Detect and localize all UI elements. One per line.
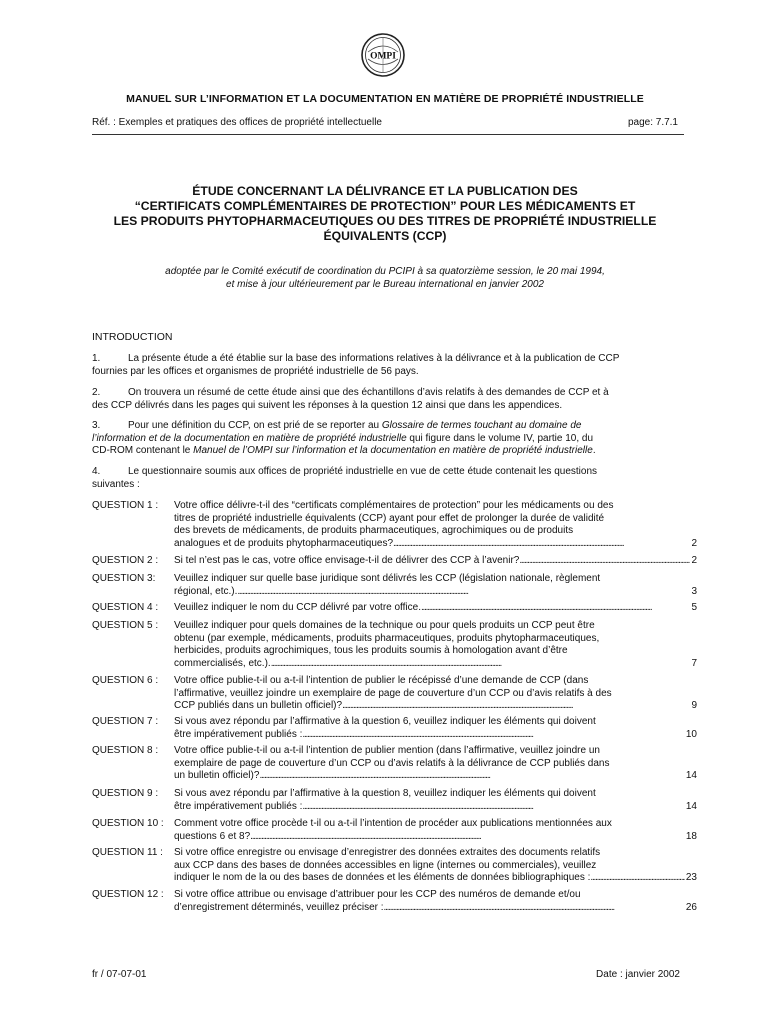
adoption-note: adoptée par le Comité exécutif de coordination du PCIPI à sa quatorzième session, le 20 mai 1994, et mise à jour ultérieurement par le Bureau international en janvier 2002 [165,266,605,290]
toc-page-number: 18 [685,830,697,842]
footer-doc-code: fr / 07-07-01 [92,969,147,980]
paragraph-2: 2. On trouvera un résumé de cette étude ainsi que des échantillons d’avis relatifs à des demandes de CCP et à des CCP délivrés dans les pages qui suivent les réponses à la question 12 ainsi que dans les appendices. [92,387,609,411]
page-number: page: 7.7.1 [627,117,678,128]
toc-page-number: 3 [691,585,697,597]
toc-page-number: 23 [685,872,697,883]
toc-page-number: 7 [691,657,697,669]
footer-date: Date : janvier 2002 [596,969,680,980]
toc-page-number: 2 [691,555,697,566]
toc-page-number: 5 [691,602,697,613]
svg-text:OMPI: OMPI [370,51,396,62]
section-heading: INTRODUCTION [92,331,173,343]
document-title: ÉTUDE CONCERNANT LA DÉLIVRANCE ET LA PUBLICATION DES “CERTIFICATS COMPLÉMENTAIRES DE PROTECTION” POUR LES MÉDICAMENTS ET LES PRODUITS PHYTOPHARMACEUTIQUES OU DES TITRES DE PROPRIÉTÉ INDUSTRIELLE ÉQUIVALENTS (CCP) [113,184,657,243]
toc-page-number: 14 [685,800,697,812]
header-divider [92,134,684,135]
toc-page-number: 26 [685,901,697,913]
toc-page-number: 9 [691,700,697,711]
paragraph-1: 1. La présente étude a été établie sur la base des informations relatives à la délivrance et à la publication de CCP fournies par les offices et organismes de propriété industrielle de 56 pays. [92,353,620,377]
toc-page-number: 2 [691,537,697,549]
manual-title: MANUEL SUR L’INFORMATION ET LA DOCUMENTATION EN MATIÈRE DE PROPRIÉTÉ INDUSTRIELLE [126,93,644,105]
paragraph-4: 4. Le questionnaire soumis aux offices de propriété industrielle en vue de cette étude contenait les questions suivantes : [92,466,598,490]
ompi-logo [360,32,406,78]
toc-page-number: 10 [685,728,697,740]
toc-page-number: 14 [685,770,697,781]
paragraph-3: 3. Pour une définition du CCP, on est prié de se reporter au Glossaire de termes touchant au domaine de l’information et de la documentation en matière de propriété industrielle qui figure dans le volume IV, partie 10, du CD-ROM contenant le Manuel de l’OMPI sur l’information et la documentation en matière de propriété industrielle. [92,420,596,456]
reference-line: Réf. : Exemples et pratiques des offices de propriété intellectuelle [92,117,382,128]
